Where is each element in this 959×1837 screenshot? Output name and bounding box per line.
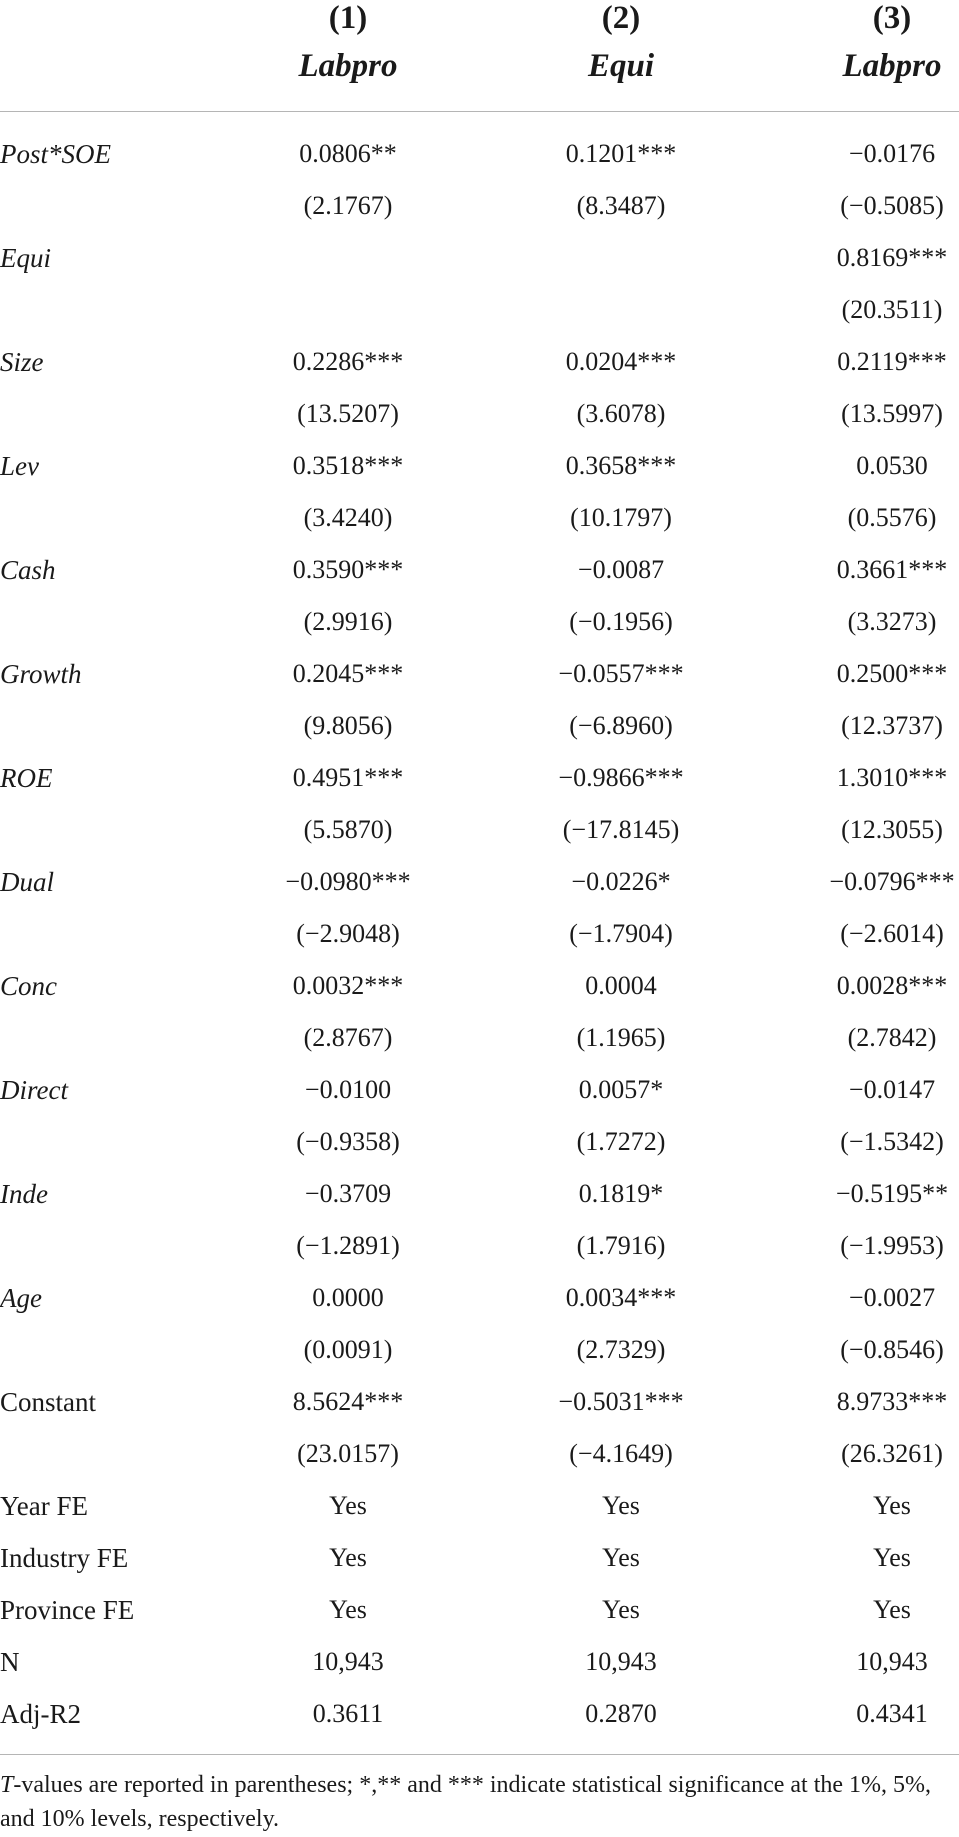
table-row bbox=[0, 1220, 959, 1272]
cell-column-1: (2.1767) bbox=[303, 191, 393, 220]
cell-column-1: (23.0157) bbox=[297, 1439, 399, 1468]
cell-column-1: 0.3611 bbox=[312, 1699, 384, 1728]
cell-column-3: 0.2119*** bbox=[837, 347, 947, 376]
cell-column-1: (−0.9358) bbox=[296, 1127, 400, 1156]
table-row bbox=[0, 284, 959, 336]
cell-column-1: Yes bbox=[329, 1595, 367, 1624]
row-label: Conc bbox=[0, 971, 57, 1001]
row-label: Inde bbox=[0, 1179, 48, 1209]
column-number-1: (1) bbox=[328, 0, 368, 36]
row-label: Direct bbox=[0, 1075, 68, 1105]
cell-column-1: 0.0000 bbox=[312, 1283, 384, 1312]
cell-column-3: 8.9733*** bbox=[836, 1387, 948, 1416]
table-row bbox=[0, 1376, 959, 1428]
row-label: Post*SOE bbox=[0, 139, 111, 169]
row-label: Lev bbox=[0, 451, 39, 481]
table-row bbox=[0, 856, 959, 908]
cell-column-3: (−0.5085) bbox=[840, 191, 944, 220]
table-footnote bbox=[0, 1768, 959, 1836]
cell-column-3: (12.3737) bbox=[841, 711, 943, 740]
table-row bbox=[0, 1584, 959, 1636]
column-variable-3: Labpro bbox=[842, 48, 942, 84]
table-row bbox=[0, 596, 959, 648]
cell-column-3: (−0.8546) bbox=[840, 1335, 944, 1364]
cell-column-3: 0.0028*** bbox=[836, 971, 948, 1000]
cell-column-1: (−2.9048) bbox=[296, 919, 400, 948]
column-number-2: (2) bbox=[601, 0, 641, 36]
cell-column-3: Yes bbox=[873, 1543, 911, 1572]
cell-column-3: 1.3010*** bbox=[836, 763, 948, 792]
cell-column-3: (12.3055) bbox=[841, 815, 943, 844]
cell-column-2: 0.2870 bbox=[585, 1699, 657, 1728]
cell-column-1: 0.3518*** bbox=[292, 451, 404, 480]
cell-column-1: Yes bbox=[329, 1491, 367, 1520]
table-row bbox=[0, 1636, 959, 1688]
cell-column-3: (26.3261) bbox=[841, 1439, 943, 1468]
cell-column-2: (−1.7904) bbox=[569, 919, 673, 948]
column-variable-1: Labpro bbox=[298, 48, 398, 84]
cell-column-1: 10,943 bbox=[312, 1647, 384, 1676]
table-row bbox=[0, 960, 959, 1012]
row-label: ROE bbox=[0, 763, 53, 793]
header-rule bbox=[0, 111, 959, 112]
cell-column-2: (8.3487) bbox=[576, 191, 666, 220]
cell-column-2: (−0.1956) bbox=[569, 607, 673, 636]
cell-column-3: (−1.9953) bbox=[840, 1231, 944, 1260]
footnote-text: -values are reported in parentheses; *,** and *** indicate statistical significance at the 1%, 5%, and 10% levels, respectively. bbox=[0, 1772, 932, 1832]
cell-column-3: Yes bbox=[873, 1595, 911, 1624]
cell-column-1: −0.0100 bbox=[304, 1075, 392, 1104]
cell-column-1: Yes bbox=[329, 1543, 367, 1572]
cell-column-1: 0.0032*** bbox=[292, 971, 404, 1000]
row-label: Growth bbox=[0, 659, 82, 689]
cell-column-2: 0.3658*** bbox=[565, 451, 677, 480]
cell-column-2: 0.1819* bbox=[578, 1179, 664, 1208]
cell-column-2: 0.0057* bbox=[578, 1075, 664, 1104]
row-label: Province FE bbox=[0, 1595, 135, 1625]
cell-column-1: (0.0091) bbox=[303, 1335, 393, 1364]
row-label: Constant bbox=[0, 1387, 97, 1417]
table-row bbox=[0, 1532, 959, 1584]
table-row bbox=[0, 1168, 959, 1220]
row-label: Age bbox=[0, 1283, 42, 1313]
cell-column-3: (3.3273) bbox=[847, 607, 937, 636]
table-row bbox=[0, 1064, 959, 1116]
table-row bbox=[0, 700, 959, 752]
cell-column-2: −0.9866*** bbox=[558, 763, 684, 792]
cell-column-2: 0.0204*** bbox=[565, 347, 677, 376]
cell-column-3: (2.7842) bbox=[847, 1023, 937, 1052]
cell-column-3: −0.0176 bbox=[848, 139, 936, 168]
table-row bbox=[0, 232, 959, 284]
cell-column-1: 0.3590*** bbox=[292, 555, 404, 584]
row-label: Size bbox=[0, 347, 44, 377]
table-row bbox=[0, 440, 959, 492]
table-row bbox=[0, 752, 959, 804]
row-label: Cash bbox=[0, 555, 56, 585]
cell-column-3: 0.4341 bbox=[856, 1699, 928, 1728]
cell-column-3: (20.3511) bbox=[841, 295, 943, 324]
cell-column-1: 0.0806** bbox=[299, 139, 397, 168]
cell-column-3: (0.5576) bbox=[847, 503, 937, 532]
cell-column-2: −0.0226* bbox=[571, 867, 671, 896]
column-number-3: (3) bbox=[872, 0, 912, 36]
cell-column-1: (2.9916) bbox=[303, 607, 393, 636]
cell-column-3: 0.8169*** bbox=[836, 243, 948, 272]
row-label: Year FE bbox=[0, 1491, 89, 1521]
row-label: Equi bbox=[0, 243, 51, 273]
cell-column-1: (13.5207) bbox=[297, 399, 399, 428]
cell-column-3: −0.0147 bbox=[848, 1075, 936, 1104]
table-row bbox=[0, 180, 959, 232]
cell-column-1: (2.8767) bbox=[303, 1023, 393, 1052]
cell-column-1: (9.8056) bbox=[303, 711, 393, 740]
cell-column-1: 0.4951*** bbox=[292, 763, 404, 792]
cell-column-3: −0.0027 bbox=[848, 1283, 936, 1312]
table-row bbox=[0, 1324, 959, 1376]
table-row bbox=[0, 1480, 959, 1532]
cell-column-1: 0.2045*** bbox=[292, 659, 404, 688]
cell-column-3: 10,943 bbox=[856, 1647, 928, 1676]
table-header bbox=[0, 0, 959, 112]
table-row bbox=[0, 648, 959, 700]
cell-column-2: (2.7329) bbox=[576, 1335, 666, 1364]
table-row bbox=[0, 1116, 959, 1168]
table-row bbox=[0, 492, 959, 544]
table-row bbox=[0, 908, 959, 960]
cell-column-2: (−17.8145) bbox=[562, 815, 680, 844]
cell-column-2: (−4.1649) bbox=[569, 1439, 673, 1468]
row-label: N bbox=[0, 1647, 20, 1677]
cell-column-1: −0.0980*** bbox=[285, 867, 411, 896]
cell-column-1: (5.5870) bbox=[303, 815, 393, 844]
column-variable-2: Equi bbox=[587, 48, 655, 84]
cell-column-3: (−1.5342) bbox=[840, 1127, 944, 1156]
cell-column-2: −0.0087 bbox=[577, 555, 665, 584]
table-row bbox=[0, 1428, 959, 1480]
footnote-t-letter: T bbox=[0, 1772, 14, 1798]
cell-column-3: (13.5997) bbox=[841, 399, 943, 428]
table-row bbox=[0, 1012, 959, 1064]
cell-column-2: Yes bbox=[602, 1543, 640, 1572]
cell-column-2: 0.1201*** bbox=[565, 139, 677, 168]
cell-column-2: Yes bbox=[602, 1595, 640, 1624]
table-row bbox=[0, 336, 959, 388]
footer-rule bbox=[0, 1754, 959, 1755]
row-label: Dual bbox=[0, 867, 54, 897]
cell-column-2: (1.7272) bbox=[576, 1127, 666, 1156]
cell-column-2: (−6.8960) bbox=[569, 711, 673, 740]
cell-column-1: (−1.2891) bbox=[296, 1231, 400, 1260]
table-row bbox=[0, 1272, 959, 1324]
cell-column-2: 10,943 bbox=[585, 1647, 657, 1676]
cell-column-3: 0.0530 bbox=[856, 451, 928, 480]
table-row bbox=[0, 544, 959, 596]
cell-column-3: 0.3661*** bbox=[836, 555, 948, 584]
table-row bbox=[0, 804, 959, 856]
cell-column-1: 8.5624*** bbox=[292, 1387, 404, 1416]
cell-column-2: −0.0557*** bbox=[558, 659, 684, 688]
cell-column-2: Yes bbox=[602, 1491, 640, 1520]
cell-column-2: 0.0034*** bbox=[565, 1283, 677, 1312]
table-row bbox=[0, 1688, 959, 1740]
cell-column-2: 0.0004 bbox=[585, 971, 657, 1000]
cell-column-1: (3.4240) bbox=[303, 503, 393, 532]
cell-column-2: (1.7916) bbox=[576, 1231, 666, 1260]
table-row bbox=[0, 128, 959, 180]
cell-column-2: (10.1797) bbox=[570, 503, 672, 532]
cell-column-3: (−2.6014) bbox=[840, 919, 944, 948]
cell-column-1: −0.3709 bbox=[304, 1179, 392, 1208]
cell-column-3: −0.0796*** bbox=[829, 867, 955, 896]
row-label: Industry FE bbox=[0, 1543, 129, 1573]
cell-column-2: −0.5031*** bbox=[558, 1387, 684, 1416]
table-row bbox=[0, 388, 959, 440]
cell-column-3: 0.2500*** bbox=[836, 659, 948, 688]
row-label: Adj-R2 bbox=[0, 1699, 81, 1729]
cell-column-1: 0.2286*** bbox=[292, 347, 404, 376]
cell-column-2: (1.1965) bbox=[576, 1023, 666, 1052]
cell-column-2: (3.6078) bbox=[576, 399, 666, 428]
cell-column-3: Yes bbox=[873, 1491, 911, 1520]
cell-column-3: −0.5195** bbox=[835, 1179, 949, 1208]
